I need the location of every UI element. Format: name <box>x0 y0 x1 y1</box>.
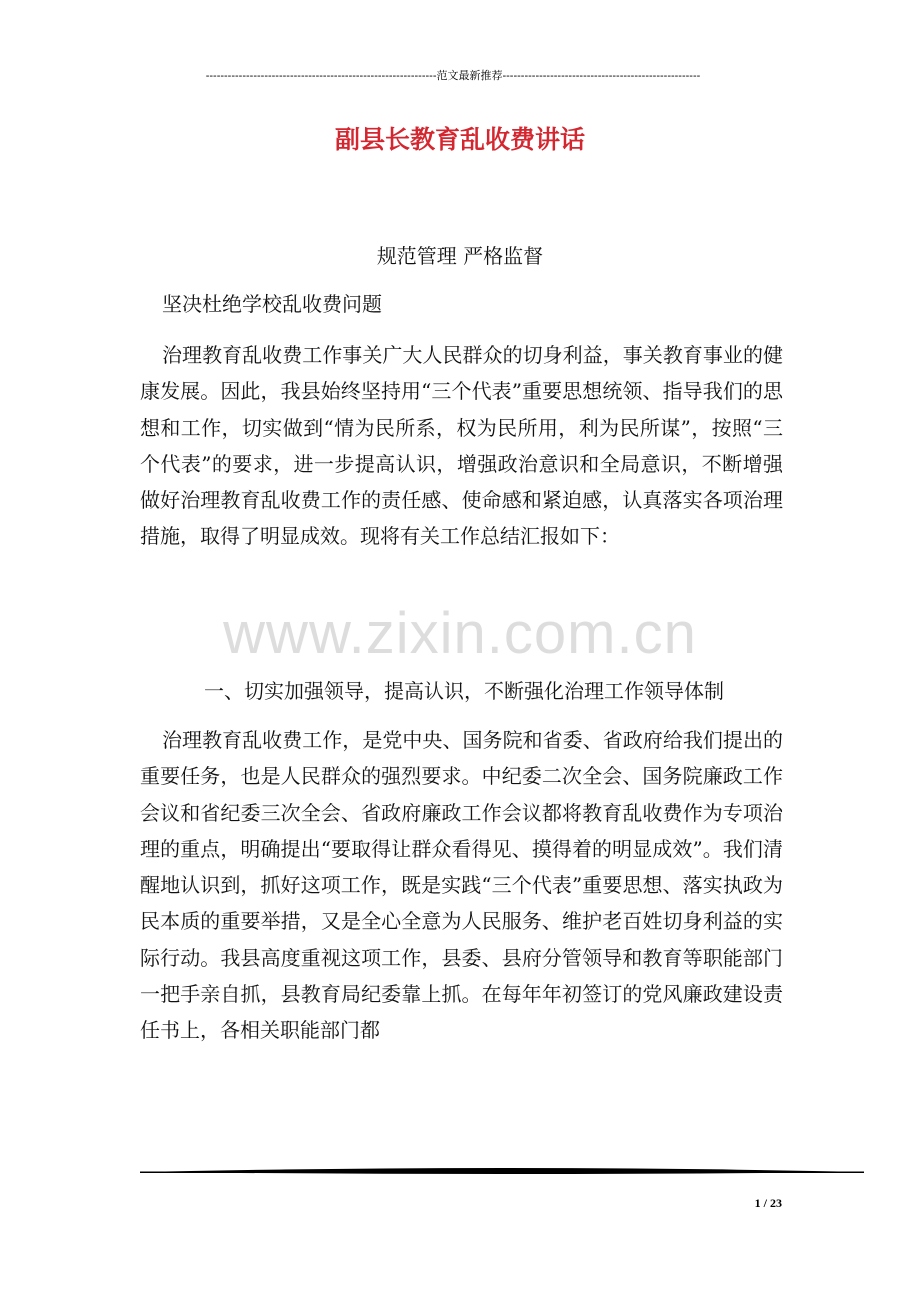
body-paragraph: 治理教育乱收费工作，是党中央、国务院和省委、省政府给我们提出的重要任务，也是人民群众的强烈要求。中纪委二次全会、国务院廉政工作会议和省纪委三次全会、省政府廉政工作会议都将教育乱收费作为专项治理的重点，明确提出“要取得让群众看得见、摸得着的明显成效”。我们清醒地认识到，抓好这项工作，既是实践“三个代表”重要思想、落实执政为民本质的重要举措，又是全心全意为人民服务、维护老百姓切身利益的实际行动。我县高度重视这项工作，县委、县府分管领导和教育等职能部门一把手亲自抓，县教育局纪委靠上抓。在每年年初签订的党风廉政建设责任书上，各相关职能部门都 <box>140 728 783 1043</box>
section-heading: 坚决杜绝学校乱收费问题 <box>162 292 382 316</box>
page-number: 1 / 23 <box>754 1196 782 1210</box>
page-header: ---------------------------------------------------------------范文最新推荐------------------------------------------------------ <box>205 70 701 82</box>
section-heading: 一、切实加强领导，提高认识，不断强化治理工作领导体制 <box>204 679 724 703</box>
footer-divider <box>140 1166 864 1178</box>
document-title: 副县长教育乱收费讲话 <box>334 125 585 154</box>
body-paragraph: 治理教育乱收费工作事关广大人民群众的切身利益，事关教育事业的健康发展。因此，我县始终坚持用“三个代表”重要思想统领、指导我们的思想和工作，切实做到“情为民所系，权为民所用，利为民所谋”，按照“三个代表”的要求，进一步提高认识，增强政治意识和全局意识，不断增强做好治理教育乱收费工作的责任感、使命感和紧迫感，认真落实各项治理措施，取得了明显成效。现将有关工作总结汇报如下： <box>140 343 783 549</box>
document-subtitle: 规范管理 严格监督 <box>376 244 544 268</box>
watermark: www.zixin.com.cn <box>223 601 697 666</box>
